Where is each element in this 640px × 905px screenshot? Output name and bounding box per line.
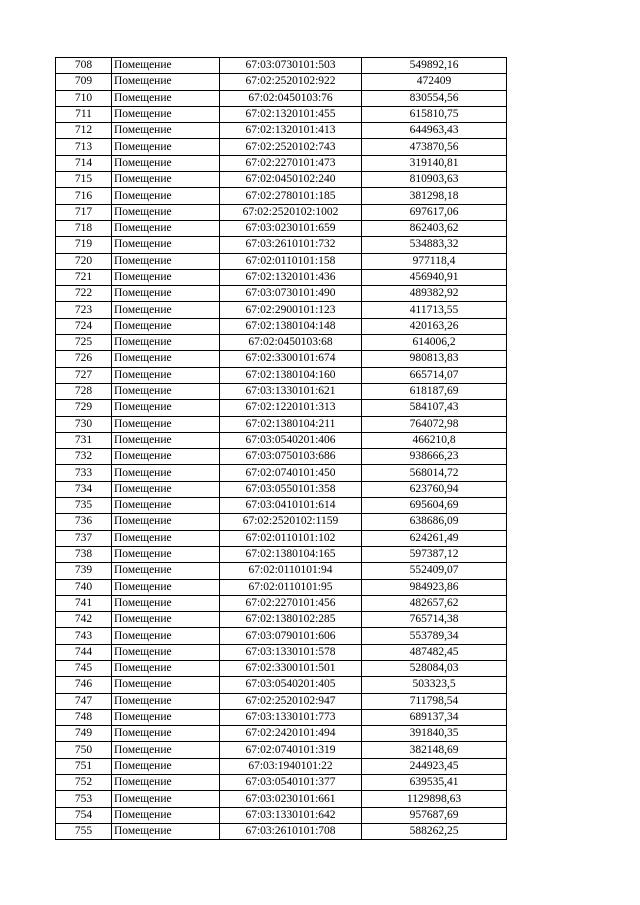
row-number-cell: 713 bbox=[56, 139, 112, 155]
cadastral-number-cell: 67:03:0540101:377 bbox=[220, 775, 362, 791]
table-row bbox=[56, 465, 507, 481]
cadastral-number-cell: 67:02:1380104:211 bbox=[220, 416, 362, 432]
row-number-cell: 755 bbox=[56, 823, 112, 839]
row-number-cell: 726 bbox=[56, 351, 112, 367]
table-row bbox=[56, 628, 507, 644]
cadastral-value-cell: 552409,07 bbox=[362, 563, 507, 579]
table-row bbox=[56, 302, 507, 318]
cadastral-value-cell: 503323,5 bbox=[362, 677, 507, 693]
table-row bbox=[56, 677, 507, 693]
cadastral-number-cell: 67:02:0110101:95 bbox=[220, 579, 362, 595]
row-number-cell: 742 bbox=[56, 612, 112, 628]
table-row bbox=[56, 563, 507, 579]
row-number-cell: 712 bbox=[56, 123, 112, 139]
object-type-cell: Помещение bbox=[112, 465, 220, 481]
object-type-cell: Помещение bbox=[112, 416, 220, 432]
cadastral-value-cell: 382148,69 bbox=[362, 742, 507, 758]
object-type-cell: Помещение bbox=[112, 449, 220, 465]
cadastral-number-cell: 67:03:0550101:358 bbox=[220, 481, 362, 497]
cadastral-number-cell: 67:03:0410101:614 bbox=[220, 498, 362, 514]
object-type-cell: Помещение bbox=[112, 367, 220, 383]
cadastral-number-cell: 67:02:2520102:922 bbox=[220, 74, 362, 90]
table-row bbox=[56, 742, 507, 758]
cadastral-number-cell: 67:03:0540201:405 bbox=[220, 677, 362, 693]
table-row bbox=[56, 807, 507, 823]
table-row bbox=[56, 253, 507, 269]
cadastral-value-cell: 319140,81 bbox=[362, 155, 507, 171]
cadastral-value-cell: 624261,49 bbox=[362, 530, 507, 546]
row-number-cell: 734 bbox=[56, 481, 112, 497]
object-type-cell: Помещение bbox=[112, 530, 220, 546]
cadastral-number-cell: 67:02:2270101:456 bbox=[220, 595, 362, 611]
cadastral-number-cell: 67:03:2610101:732 bbox=[220, 237, 362, 253]
row-number-cell: 724 bbox=[56, 318, 112, 334]
row-number-cell: 708 bbox=[56, 58, 112, 74]
table-row bbox=[56, 579, 507, 595]
row-number-cell: 711 bbox=[56, 106, 112, 122]
row-number-cell: 744 bbox=[56, 644, 112, 660]
cadastral-number-cell: 67:03:0790101:606 bbox=[220, 628, 362, 644]
cadastral-value-cell: 597387,12 bbox=[362, 546, 507, 562]
row-number-cell: 754 bbox=[56, 807, 112, 823]
cadastral-value-cell: 830554,56 bbox=[362, 90, 507, 106]
object-type-cell: Помещение bbox=[112, 106, 220, 122]
cadastral-number-cell: 67:02:2520102:743 bbox=[220, 139, 362, 155]
cadastral-value-cell: 528084,03 bbox=[362, 660, 507, 676]
table-row bbox=[56, 514, 507, 530]
cadastral-value-cell: 980813,83 bbox=[362, 351, 507, 367]
object-type-cell: Помещение bbox=[112, 677, 220, 693]
cadastral-number-cell: 67:02:0740101:319 bbox=[220, 742, 362, 758]
row-number-cell: 738 bbox=[56, 546, 112, 562]
row-number-cell: 729 bbox=[56, 400, 112, 416]
row-number-cell: 715 bbox=[56, 172, 112, 188]
cadastral-number-cell: 67:03:1330101:773 bbox=[220, 709, 362, 725]
table-row bbox=[56, 644, 507, 660]
cadastral-number-cell: 67:02:0740101:450 bbox=[220, 465, 362, 481]
cadastral-number-cell: 67:02:0450102:240 bbox=[220, 172, 362, 188]
object-type-cell: Помещение bbox=[112, 595, 220, 611]
row-number-cell: 732 bbox=[56, 449, 112, 465]
table-row bbox=[56, 432, 507, 448]
object-type-cell: Помещение bbox=[112, 432, 220, 448]
object-type-cell: Помещение bbox=[112, 514, 220, 530]
object-type-cell: Помещение bbox=[112, 90, 220, 106]
row-number-cell: 725 bbox=[56, 335, 112, 351]
row-number-cell: 718 bbox=[56, 220, 112, 236]
table-row bbox=[56, 318, 507, 334]
row-number-cell: 709 bbox=[56, 74, 112, 90]
property-table bbox=[55, 57, 507, 840]
table-row bbox=[56, 726, 507, 742]
row-number-cell: 751 bbox=[56, 758, 112, 774]
row-number-cell: 741 bbox=[56, 595, 112, 611]
object-type-cell: Помещение bbox=[112, 204, 220, 220]
table-row bbox=[56, 237, 507, 253]
object-type-cell: Помещение bbox=[112, 123, 220, 139]
cadastral-value-cell: 614006,2 bbox=[362, 335, 507, 351]
object-type-cell: Помещение bbox=[112, 726, 220, 742]
table-row bbox=[56, 335, 507, 351]
table-row bbox=[56, 709, 507, 725]
cadastral-value-cell: 456940,91 bbox=[362, 269, 507, 285]
table-row bbox=[56, 123, 507, 139]
table-row bbox=[56, 106, 507, 122]
cadastral-value-cell: 862403,62 bbox=[362, 220, 507, 236]
table-row bbox=[56, 449, 507, 465]
table-row bbox=[56, 204, 507, 220]
cadastral-number-cell: 67:02:1220101:313 bbox=[220, 400, 362, 416]
cadastral-number-cell: 67:03:0730101:490 bbox=[220, 286, 362, 302]
object-type-cell: Помещение bbox=[112, 823, 220, 839]
object-type-cell: Помещение bbox=[112, 237, 220, 253]
table-row bbox=[56, 546, 507, 562]
row-number-cell: 717 bbox=[56, 204, 112, 220]
object-type-cell: Помещение bbox=[112, 74, 220, 90]
row-number-cell: 750 bbox=[56, 742, 112, 758]
cadastral-value-cell: 244923,45 bbox=[362, 758, 507, 774]
cadastral-number-cell: 67:02:1380104:148 bbox=[220, 318, 362, 334]
cadastral-number-cell: 67:03:0750103:686 bbox=[220, 449, 362, 465]
cadastral-value-cell: 765714,38 bbox=[362, 612, 507, 628]
table-row bbox=[56, 498, 507, 514]
cadastral-value-cell: 1129898,63 bbox=[362, 791, 507, 807]
object-type-cell: Помещение bbox=[112, 612, 220, 628]
row-number-cell: 745 bbox=[56, 660, 112, 676]
cadastral-value-cell: 764072,98 bbox=[362, 416, 507, 432]
cadastral-value-cell: 810903,63 bbox=[362, 172, 507, 188]
cadastral-number-cell: 67:02:1380102:285 bbox=[220, 612, 362, 628]
cadastral-number-cell: 67:02:2420101:494 bbox=[220, 726, 362, 742]
cadastral-value-cell: 639535,41 bbox=[362, 775, 507, 791]
cadastral-number-cell: 67:03:0230101:661 bbox=[220, 791, 362, 807]
cadastral-value-cell: 549892,16 bbox=[362, 58, 507, 74]
cadastral-value-cell: 584107,43 bbox=[362, 400, 507, 416]
object-type-cell: Помещение bbox=[112, 269, 220, 285]
cadastral-number-cell: 67:02:1320101:455 bbox=[220, 106, 362, 122]
table-row bbox=[56, 823, 507, 839]
object-type-cell: Помещение bbox=[112, 351, 220, 367]
cadastral-value-cell: 381298,18 bbox=[362, 188, 507, 204]
cadastral-value-cell: 977118,4 bbox=[362, 253, 507, 269]
row-number-cell: 739 bbox=[56, 563, 112, 579]
object-type-cell: Помещение bbox=[112, 286, 220, 302]
table-row bbox=[56, 172, 507, 188]
row-number-cell: 747 bbox=[56, 693, 112, 709]
cadastral-number-cell: 67:03:0230101:659 bbox=[220, 220, 362, 236]
table-row bbox=[56, 74, 507, 90]
row-number-cell: 721 bbox=[56, 269, 112, 285]
table-row bbox=[56, 383, 507, 399]
cadastral-number-cell: 67:02:2780101:185 bbox=[220, 188, 362, 204]
row-number-cell: 728 bbox=[56, 383, 112, 399]
object-type-cell: Помещение bbox=[112, 693, 220, 709]
table-row bbox=[56, 612, 507, 628]
table-row bbox=[56, 58, 507, 74]
table-row bbox=[56, 400, 507, 416]
object-type-cell: Помещение bbox=[112, 481, 220, 497]
object-type-cell: Помещение bbox=[112, 758, 220, 774]
cadastral-number-cell: 67:02:0110101:102 bbox=[220, 530, 362, 546]
cadastral-value-cell: 689137,34 bbox=[362, 709, 507, 725]
row-number-cell: 716 bbox=[56, 188, 112, 204]
cadastral-number-cell: 67:03:0730101:503 bbox=[220, 58, 362, 74]
cadastral-value-cell: 482657,62 bbox=[362, 595, 507, 611]
table-row bbox=[56, 416, 507, 432]
object-type-cell: Помещение bbox=[112, 253, 220, 269]
object-type-cell: Помещение bbox=[112, 302, 220, 318]
object-type-cell: Помещение bbox=[112, 563, 220, 579]
table-row bbox=[56, 595, 507, 611]
cadastral-number-cell: 67:02:0450103:68 bbox=[220, 335, 362, 351]
row-number-cell: 720 bbox=[56, 253, 112, 269]
table-row bbox=[56, 481, 507, 497]
object-type-cell: Помещение bbox=[112, 383, 220, 399]
object-type-cell: Помещение bbox=[112, 807, 220, 823]
cadastral-number-cell: 67:02:2520102:1002 bbox=[220, 204, 362, 220]
object-type-cell: Помещение bbox=[112, 644, 220, 660]
object-type-cell: Помещение bbox=[112, 628, 220, 644]
cadastral-value-cell: 623760,94 bbox=[362, 481, 507, 497]
table-row bbox=[56, 791, 507, 807]
table-row bbox=[56, 155, 507, 171]
row-number-cell: 710 bbox=[56, 90, 112, 106]
cadastral-value-cell: 644963,43 bbox=[362, 123, 507, 139]
row-number-cell: 723 bbox=[56, 302, 112, 318]
table-row bbox=[56, 139, 507, 155]
row-number-cell: 749 bbox=[56, 726, 112, 742]
row-number-cell: 743 bbox=[56, 628, 112, 644]
cadastral-number-cell: 67:02:2270101:473 bbox=[220, 155, 362, 171]
table-row bbox=[56, 367, 507, 383]
cadastral-number-cell: 67:03:2610101:708 bbox=[220, 823, 362, 839]
object-type-cell: Помещение bbox=[112, 546, 220, 562]
object-type-cell: Помещение bbox=[112, 498, 220, 514]
row-number-cell: 752 bbox=[56, 775, 112, 791]
object-type-cell: Помещение bbox=[112, 172, 220, 188]
row-number-cell: 737 bbox=[56, 530, 112, 546]
row-number-cell: 746 bbox=[56, 677, 112, 693]
table-row bbox=[56, 220, 507, 236]
object-type-cell: Помещение bbox=[112, 775, 220, 791]
cadastral-number-cell: 67:02:0450103:76 bbox=[220, 90, 362, 106]
table-row bbox=[56, 351, 507, 367]
table-row bbox=[56, 269, 507, 285]
row-number-cell: 719 bbox=[56, 237, 112, 253]
cadastral-number-cell: 67:02:0110101:158 bbox=[220, 253, 362, 269]
cadastral-number-cell: 67:02:2520102:1159 bbox=[220, 514, 362, 530]
cadastral-value-cell: 615810,75 bbox=[362, 106, 507, 122]
object-type-cell: Помещение bbox=[112, 139, 220, 155]
table-row bbox=[56, 758, 507, 774]
cadastral-number-cell: 67:03:0540201:406 bbox=[220, 432, 362, 448]
cadastral-number-cell: 67:02:2520102:947 bbox=[220, 693, 362, 709]
row-number-cell: 753 bbox=[56, 791, 112, 807]
row-number-cell: 714 bbox=[56, 155, 112, 171]
cadastral-value-cell: 487482,45 bbox=[362, 644, 507, 660]
row-number-cell: 736 bbox=[56, 514, 112, 530]
object-type-cell: Помещение bbox=[112, 791, 220, 807]
cadastral-number-cell: 67:02:2900101:123 bbox=[220, 302, 362, 318]
cadastral-value-cell: 588262,25 bbox=[362, 823, 507, 839]
cadastral-number-cell: 67:02:3300101:674 bbox=[220, 351, 362, 367]
cadastral-value-cell: 534883,32 bbox=[362, 237, 507, 253]
cadastral-value-cell: 553789,34 bbox=[362, 628, 507, 644]
cadastral-number-cell: 67:02:1380104:160 bbox=[220, 367, 362, 383]
table-row bbox=[56, 286, 507, 302]
cadastral-value-cell: 638686,09 bbox=[362, 514, 507, 530]
cadastral-number-cell: 67:03:1940101:22 bbox=[220, 758, 362, 774]
cadastral-value-cell: 473870,56 bbox=[362, 139, 507, 155]
row-number-cell: 731 bbox=[56, 432, 112, 448]
cadastral-value-cell: 411713,55 bbox=[362, 302, 507, 318]
table-body bbox=[56, 58, 507, 840]
row-number-cell: 722 bbox=[56, 286, 112, 302]
cadastral-value-cell: 938666,23 bbox=[362, 449, 507, 465]
object-type-cell: Помещение bbox=[112, 58, 220, 74]
row-number-cell: 735 bbox=[56, 498, 112, 514]
cadastral-number-cell: 67:03:1330101:621 bbox=[220, 383, 362, 399]
object-type-cell: Помещение bbox=[112, 188, 220, 204]
cadastral-value-cell: 420163,26 bbox=[362, 318, 507, 334]
cadastral-value-cell: 391840,35 bbox=[362, 726, 507, 742]
cadastral-value-cell: 618187,69 bbox=[362, 383, 507, 399]
object-type-cell: Помещение bbox=[112, 742, 220, 758]
object-type-cell: Помещение bbox=[112, 709, 220, 725]
object-type-cell: Помещение bbox=[112, 660, 220, 676]
row-number-cell: 740 bbox=[56, 579, 112, 595]
row-number-cell: 748 bbox=[56, 709, 112, 725]
table-row bbox=[56, 660, 507, 676]
table-row bbox=[56, 188, 507, 204]
cadastral-value-cell: 695604,69 bbox=[362, 498, 507, 514]
object-type-cell: Помещение bbox=[112, 335, 220, 351]
cadastral-value-cell: 568014,72 bbox=[362, 465, 507, 481]
object-type-cell: Помещение bbox=[112, 579, 220, 595]
row-number-cell: 727 bbox=[56, 367, 112, 383]
cadastral-number-cell: 67:03:1330101:578 bbox=[220, 644, 362, 660]
cadastral-value-cell: 466210,8 bbox=[362, 432, 507, 448]
cadastral-number-cell: 67:02:1380104:165 bbox=[220, 546, 362, 562]
cadastral-number-cell: 67:02:3300101:501 bbox=[220, 660, 362, 676]
row-number-cell: 733 bbox=[56, 465, 112, 481]
object-type-cell: Помещение bbox=[112, 155, 220, 171]
table-row bbox=[56, 530, 507, 546]
table-row bbox=[56, 90, 507, 106]
cadastral-number-cell: 67:02:0110101:94 bbox=[220, 563, 362, 579]
object-type-cell: Помещение bbox=[112, 400, 220, 416]
cadastral-value-cell: 957687,69 bbox=[362, 807, 507, 823]
row-number-cell: 730 bbox=[56, 416, 112, 432]
cadastral-value-cell: 472409 bbox=[362, 74, 507, 90]
cadastral-number-cell: 67:03:1330101:642 bbox=[220, 807, 362, 823]
cadastral-value-cell: 984923,86 bbox=[362, 579, 507, 595]
cadastral-value-cell: 697617,06 bbox=[362, 204, 507, 220]
object-type-cell: Помещение bbox=[112, 220, 220, 236]
cadastral-value-cell: 489382,92 bbox=[362, 286, 507, 302]
table-row bbox=[56, 775, 507, 791]
table-row bbox=[56, 693, 507, 709]
cadastral-number-cell: 67:02:1320101:436 bbox=[220, 269, 362, 285]
cadastral-value-cell: 665714,07 bbox=[362, 367, 507, 383]
cadastral-number-cell: 67:02:1320101:413 bbox=[220, 123, 362, 139]
cadastral-value-cell: 711798,54 bbox=[362, 693, 507, 709]
object-type-cell: Помещение bbox=[112, 318, 220, 334]
